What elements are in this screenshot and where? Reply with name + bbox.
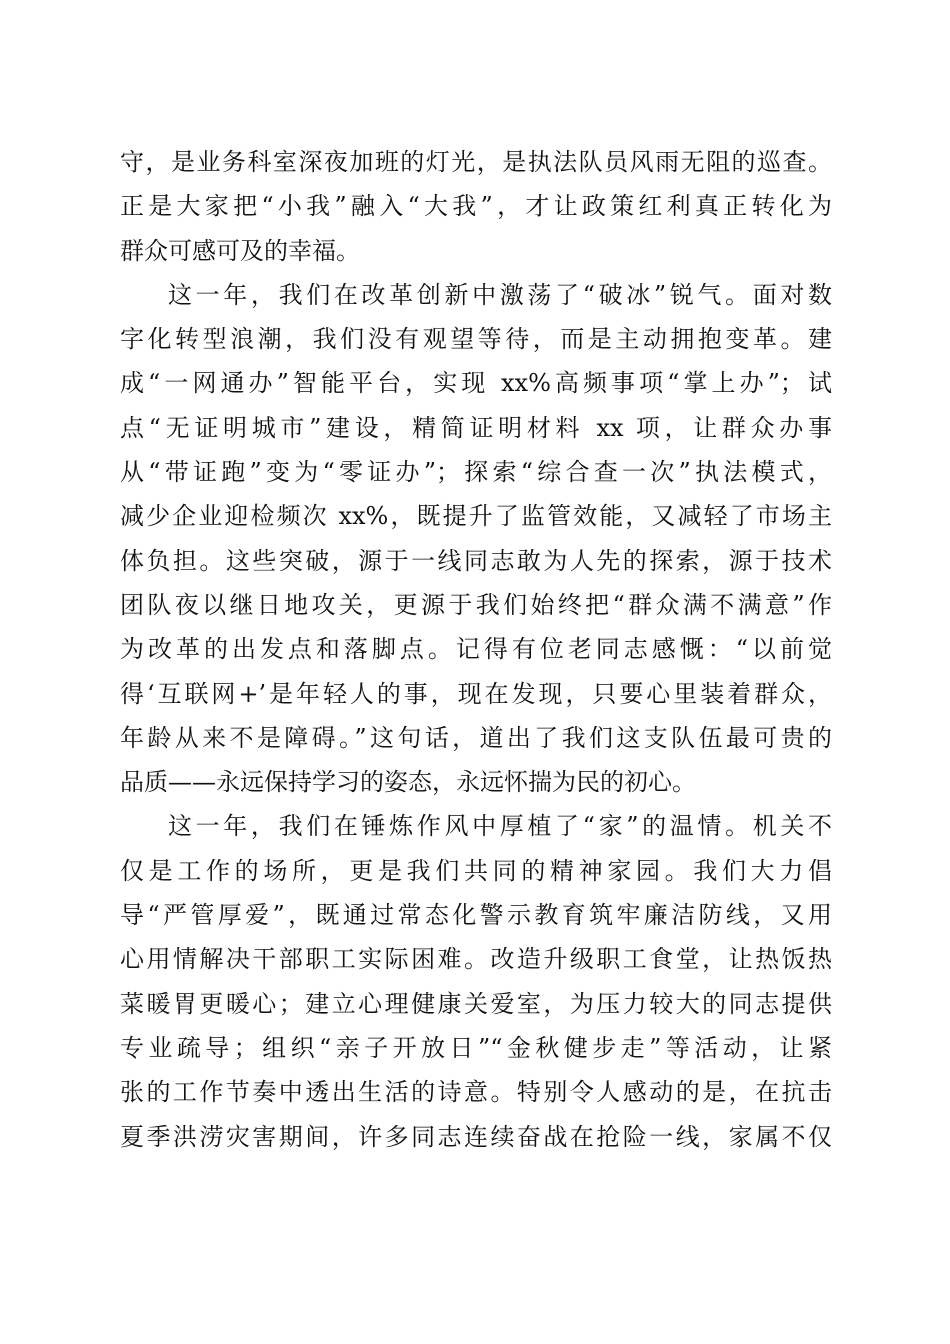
paragraph-3-line-4: 心用情解决干部职工实际困难。改造升级职工食堂，让热饭热: [120, 945, 832, 974]
paragraph-3-line-8: 夏季洪涝灾害期间，许多同志连续奋战在抢险一线，家属不仅: [120, 1122, 832, 1151]
paragraph-2-line-9: 为改革的出发点和落脚点。记得有位老同志感慨：“以前觉: [120, 635, 832, 664]
paragraph-2-line-1: 这一年，我们在改革创新中激荡了“破冰”锐气。面对数: [168, 280, 832, 309]
paragraph-2-line-2: 字化转型浪潮，我们没有观望等待，而是主动拥抱变革。建: [120, 325, 832, 354]
paragraph-3-line-1: 这一年，我们在锤炼作风中厚植了“家”的温情。机关不: [168, 812, 832, 841]
paragraph-2-line-11: 年龄从来不是障碍。”这句话，道出了我们这支队伍最可贵的: [120, 723, 832, 752]
paragraph-1-line-1: 守，是业务科室深夜加班的灯光，是执法队员风雨无阻的巡查。: [120, 148, 832, 176]
paragraph-1-line-3: 群众可感可及的幸福。: [120, 236, 360, 265]
paragraph-2-line-7: 体负担。这些突破，源于一线同志敢为人先的探索，源于技术: [120, 546, 832, 575]
paragraph-3-line-3: 导“严管厚爱”，既通过常态化警示教育筑牢廉洁防线，又用: [120, 901, 832, 930]
paragraph-2-line-3: 成“一网通办”智能平台，实现 xx%高频事项“掌上办”；试: [120, 369, 832, 398]
paragraph-2-line-8: 团队夜以继日地攻关，更源于我们始终把“群众满不满意”作: [120, 590, 832, 619]
paragraph-1-line-2: 正是大家把“小我”融入“大我”，才让政策红利真正转化为: [120, 192, 832, 221]
paragraph-2-line-6: 减少企业迎检频次 xx%，既提升了监管效能，又减轻了市场主: [120, 502, 832, 531]
paragraph-3-line-6: 专业疏导；组织“亲子开放日”“金秋健步走”等活动，让紧: [120, 1033, 832, 1062]
paragraph-2-line-4: 点“无证明城市”建设，精简证明材料 xx 项，让群众办事: [120, 413, 832, 442]
paragraph-2-line-12: 品质——永远保持学习的姿态，永远怀揣为民的初心。: [120, 768, 696, 797]
body-text: [120, 140, 832, 1159]
paragraph-3-line-2: 仅是工作的场所，更是我们共同的精神家园。我们大力倡: [120, 856, 832, 885]
paragraph-2-line-5: 从“带证跑”变为“零证办”；探索“综合查一次”执法模式，: [120, 458, 832, 487]
paragraph-3-line-7: 张的工作节奏中透出生活的诗意。特别令人感动的是，在抗击: [120, 1078, 832, 1107]
paragraph-2-line-10: 得‘互联网+’是年轻人的事，现在发现，只要心里装着群众，: [120, 679, 832, 708]
paragraph-3-line-5: 菜暖胃更暖心；建立心理健康关爱室，为压力较大的同志提供: [120, 989, 832, 1018]
